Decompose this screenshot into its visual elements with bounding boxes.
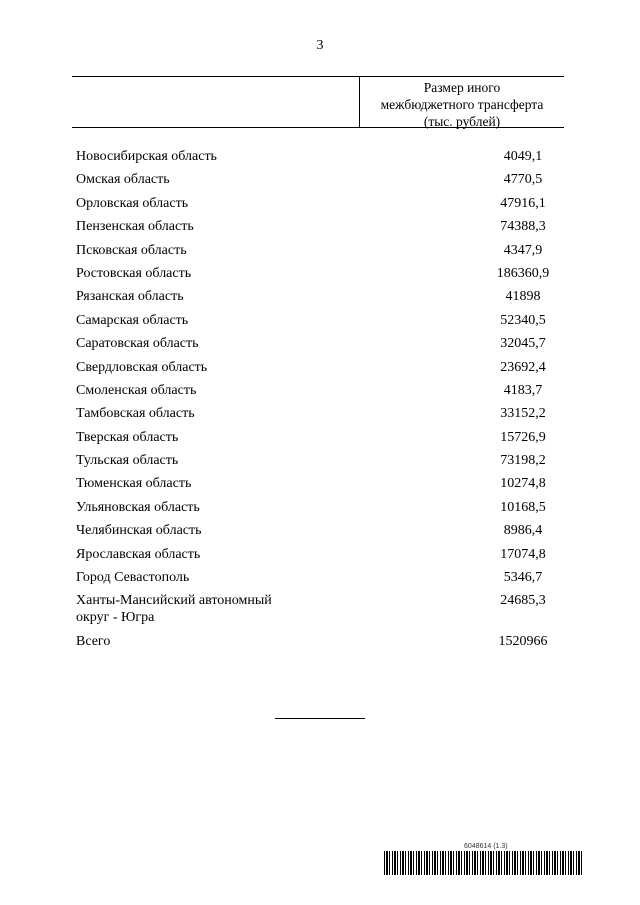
region-name [76,499,376,516]
column-header-line: Размер иного [423,80,501,95]
region-name [76,382,376,399]
region-name-line: Город Севастополь [76,570,190,586]
end-of-document-rule [275,718,365,719]
column-header-transfer-amount [360,79,564,130]
barcode-caption: 6048614 (1.3) [464,843,508,850]
region-name [76,522,376,539]
transfer-amount: 73198,2 [500,453,546,469]
region-name [76,452,376,469]
page-number: 3 [316,38,324,53]
region-name [76,429,376,446]
region-name-line: Ростовская область [76,265,192,281]
transfer-amount: 24685,3 [500,593,546,609]
region-name [76,633,376,650]
region-name-line: Орловская область [76,195,189,211]
region-name-line: округ - Югра [76,610,155,626]
table-row [76,426,564,449]
transfer-amount: 23692,4 [500,359,546,375]
transfer-amount: 52340,5 [500,312,546,328]
region-name [76,592,376,626]
region-name-line: Омская область [76,172,170,188]
table-row [76,402,564,425]
region-name [76,405,376,422]
table-row [76,472,564,495]
region-name [76,195,376,212]
table-row [76,239,564,262]
region-name [76,569,376,586]
region-name [76,218,376,235]
region-name [76,148,376,165]
table-row [76,356,564,379]
region-name-line: Тюменская область [76,476,192,492]
region-name [76,288,376,305]
region-name [76,171,376,188]
table-row [76,332,564,355]
region-name [76,312,376,329]
region-name-line: Тверская область [76,429,179,445]
table-row [76,145,564,168]
table-row [76,496,564,519]
transfer-amount: 32045,7 [500,336,546,352]
transfer-amount: 4049,1 [503,149,543,164]
table-row [76,566,564,589]
region-name [76,475,376,492]
region-name-line: Ульяновская область [76,499,200,515]
transfer-amount: 5346,7 [503,570,543,586]
table-row [76,379,564,402]
table-row [76,262,564,285]
table-row [76,449,564,472]
transfer-amount: 33152,2 [500,406,546,422]
table-row [76,630,564,653]
region-name-line: Псковская область [76,242,187,258]
barcode-image [384,851,584,875]
column-header-line: (тыс. рублей) [423,114,501,129]
region-name-line: Тульская область [76,453,179,469]
region-name-line: Новосибирская область [76,149,217,164]
region-name [76,359,376,376]
region-name [76,242,376,259]
region-name-line: Рязанская область [76,289,184,305]
region-name [76,335,376,352]
region-name [76,546,376,563]
transfer-amount: 1520966 [498,633,548,649]
transfer-amount: 4347,9 [503,242,543,258]
table-top-rule [72,76,564,77]
table-row [76,589,564,629]
region-name-line: Тамбовская область [76,406,195,422]
table-header-bottom-rule [72,127,564,128]
table-row [76,543,564,566]
transfer-amount: 8986,4 [503,523,543,539]
transfer-amount: 74388,3 [500,219,546,235]
transfer-amount: 47916,1 [500,195,546,211]
table-row [76,192,564,215]
region-name-line: Ярославская область [76,546,201,562]
transfer-amount: 17074,8 [500,546,546,562]
transfer-amount: 4183,7 [503,382,543,398]
transfer-amount: 10274,8 [500,476,546,492]
region-name-line: Свердловская область [76,359,208,375]
region-name-line: Пензенская область [76,219,194,235]
region-name-line: Всего [76,633,111,649]
region-name-line: Самарская область [76,312,189,328]
transfer-amount: 41898 [505,289,541,305]
transfer-amount: 186360,9 [496,265,550,281]
column-header-line: межбюджетного трансферта [380,97,544,112]
region-name-line: Смоленская область [76,382,197,398]
table-row [76,519,564,542]
table-row [76,215,564,238]
table-row [76,309,564,332]
table-row [76,168,564,191]
region-name-line: Челябинская область [76,523,202,539]
transfer-amount: 15726,9 [500,429,546,445]
transfer-table-body [76,145,564,653]
transfer-amount: 10168,5 [500,499,546,515]
region-name-line: Ханты-Мансийский автономный [76,593,272,609]
region-name-line: Саратовская область [76,336,199,352]
region-name [76,265,376,282]
table-row [76,285,564,308]
transfer-amount: 4770,5 [503,172,543,188]
